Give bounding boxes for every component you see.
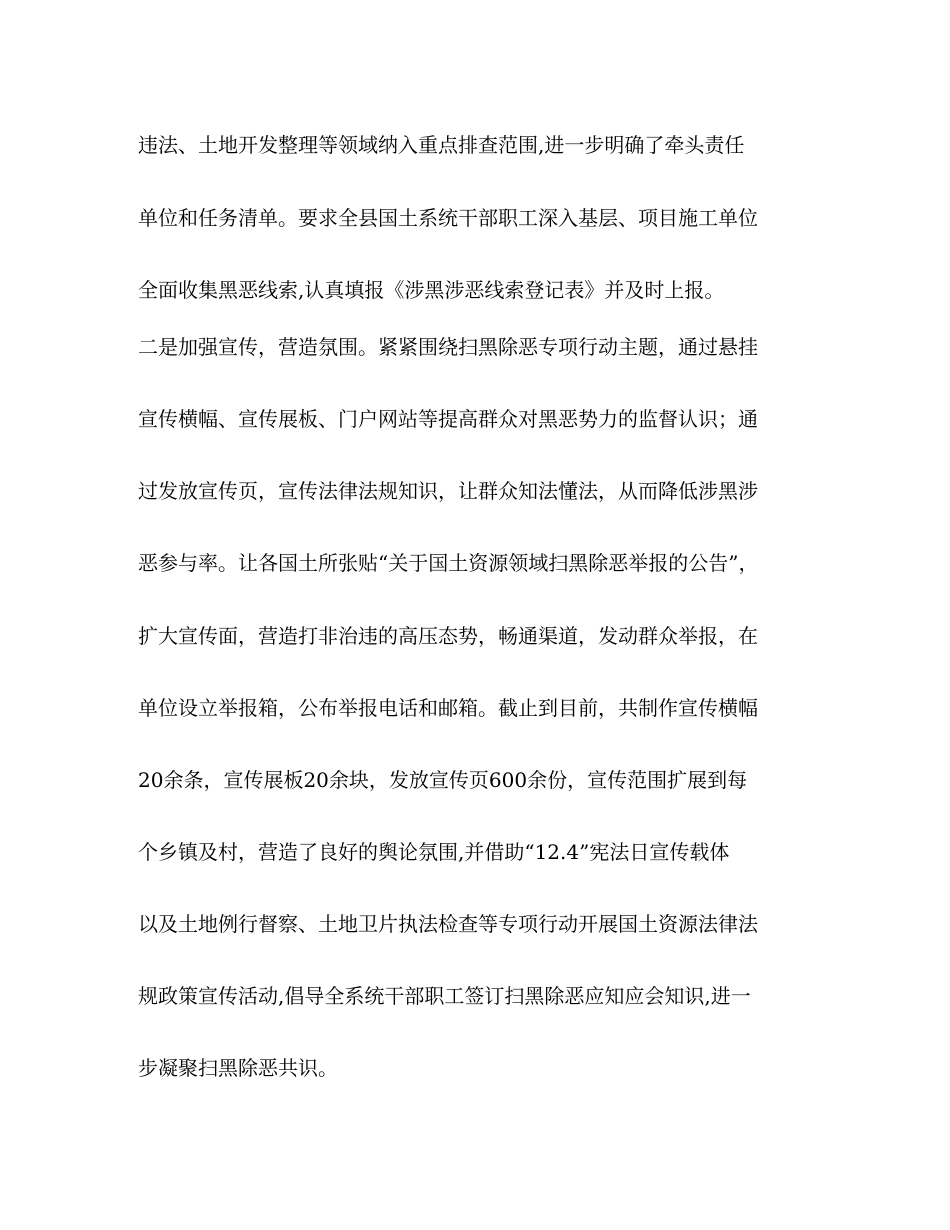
text-line-7: 恶参与率。让各国土所张贴“关于国土资源领域扫黑除恶举报的公告”，: [138, 551, 759, 575]
text-line-8: 扩大宣传面，营造打非治违的高压态势，畅通渠道，发动群众举报，在: [138, 624, 758, 648]
text-line-1: 违法、土地开发整理等领域纳入重点排查范围,进一步明确了牵头责任: [138, 133, 745, 157]
text-line-3: 全面收集黑恶线索,认真填报《涉黑涉恶线索登记表》并及时上报。: [138, 278, 725, 302]
text-line-5: 宣传横幅、宣传展板、门户网站等提高群众对黑恶势力的监督认识；通: [138, 407, 758, 431]
text-line-10: 20余条，宣传展板20余块，发放宣传页600余份，宣传范围扩展到每: [138, 768, 748, 792]
text-line-14: 步凝聚扫黑除恶共识。: [138, 1056, 338, 1080]
text-line-9: 单位设立举报箱，公布举报电话和邮箱。截止到目前，共制作宣传横幅: [138, 696, 758, 720]
text-line-13: 规政策宣传活动,倡导全系统干部职工签订扫黑除恶应知应会知识,进一: [138, 984, 751, 1008]
text-line-2: 单位和任务清单。要求全县国土系统干部职工深入基层、项目施工单位: [138, 206, 758, 230]
text-line-11: 个乡镇及村，营造了良好的舆论氛围,并借助“12.4”宪法日宣传载体: [138, 840, 730, 864]
text-line-12: 以及土地例行督察、土地卫片执法检查等专项行动开展国土资源法律法: [138, 912, 758, 936]
text-line-4: 二是加强宣传，营造氛围。紧紧围绕扫黑除恶专项行动主题，通过悬挂: [138, 335, 758, 359]
text-line-6: 过发放宣传页，宣传法律法规知识，让群众知法懂法，从而降低涉黑涉: [138, 479, 758, 503]
